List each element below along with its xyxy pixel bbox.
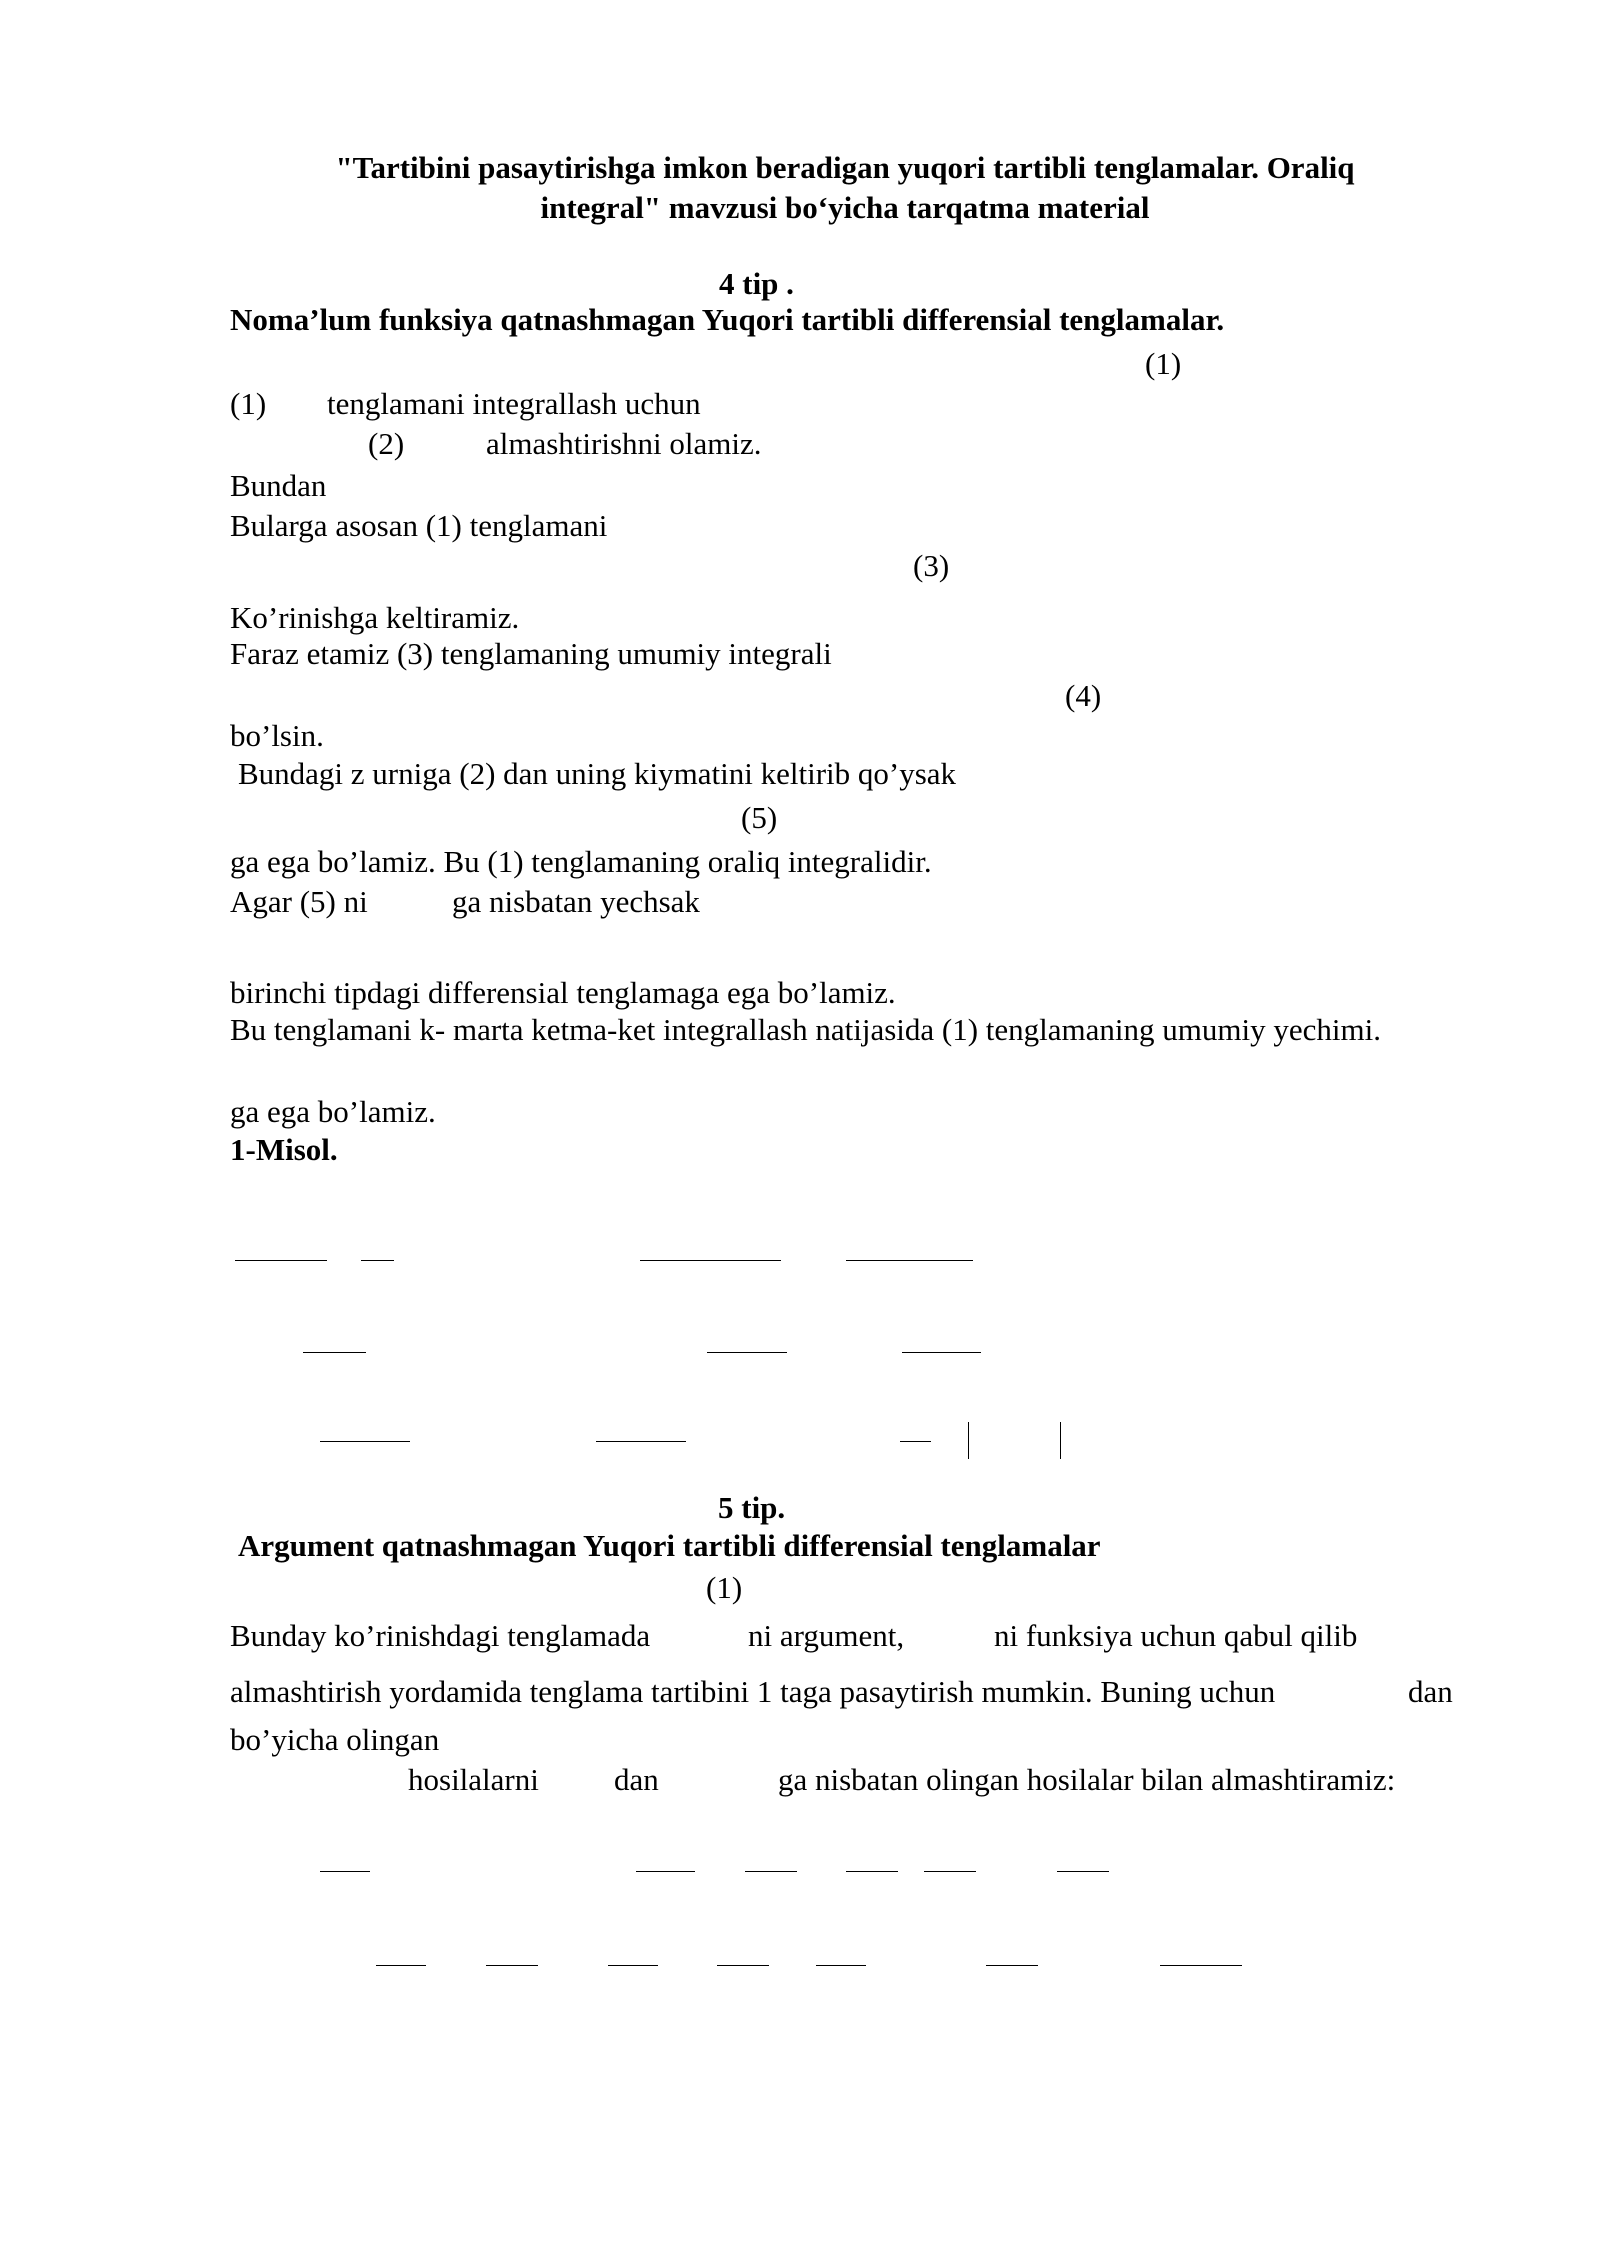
equation-label-4: (4) <box>1065 678 1102 713</box>
fraction-bar <box>900 1441 931 1442</box>
text-dan-2: dan <box>614 1762 659 1797</box>
fraction-bar <box>303 1352 366 1353</box>
text-agar: Agar (5) ni <box>230 884 368 919</box>
text-boyicha: bo’yicha olingan <box>230 1722 440 1757</box>
absolute-value-bar <box>968 1422 969 1459</box>
absolute-value-bar <box>1060 1422 1061 1459</box>
fraction-bar <box>745 1871 797 1872</box>
fraction-bar <box>640 1260 781 1261</box>
text-almashtirish: almashtirishni olamiz. <box>486 426 762 461</box>
text-argument: ni argument, <box>748 1618 905 1653</box>
text-ga-ega-1: ga ega bo’lamiz. Bu (1) tenglamaning oraliq integralidir. <box>230 844 932 879</box>
text-korinish: Ko’rinishga keltiramiz. <box>230 600 520 635</box>
section4-subtitle: Noma’lum funksiya qatnashmagan Yuqori tartibli differensial tenglamalar. <box>230 302 1225 337</box>
fraction-bar <box>636 1871 695 1872</box>
fraction-bar <box>1160 1965 1242 1966</box>
text-bundan: Bundan <box>230 468 327 503</box>
fraction-bar <box>608 1965 658 1966</box>
text-bularga: Bularga asosan (1) tenglamani <box>230 508 608 543</box>
title-line-1: "Tartibini pasaytirishga imkon beradigan yuqori tartibli tenglamalar. Oraliq <box>335 150 1355 185</box>
text-hosilalarni: hosilalarni <box>408 1762 539 1797</box>
title-line-2: integral" mavzusi bo‘yicha tarqatma material <box>540 190 1150 225</box>
fraction-bar <box>1057 1871 1109 1872</box>
fraction-bar <box>320 1441 410 1442</box>
equation-label-1: (1) <box>1145 346 1182 381</box>
ref-label-2: (2) <box>368 426 405 461</box>
fraction-bar <box>320 1871 370 1872</box>
equation-label-5: (5) <box>741 800 778 835</box>
text-ga-ega-2: ga ega bo’lamiz. <box>230 1094 436 1129</box>
text-birinchi: birinchi tipdagi differensial tenglamaga ega bo’lamiz. <box>230 975 896 1010</box>
section5-subtitle: Argument qatnashmagan Yuqori tartibli differensial tenglamalar <box>238 1528 1101 1563</box>
fraction-bar <box>902 1352 981 1353</box>
text-bundagi: Bundagi z urniga (2) dan uning kiymatini keltirib qo’ysak <box>238 756 957 791</box>
section5-heading: 5 tip. <box>718 1490 786 1525</box>
text-bu-tenglamani: Bu tenglamani k- marta ketma-ket integrallash natijasida (1) tenglamaning umumiy yechimi. <box>230 1012 1381 1047</box>
ref-label-1: (1) <box>230 386 267 421</box>
fraction-bar <box>986 1965 1038 1966</box>
fraction-bar <box>235 1260 327 1261</box>
text-funksiya: ni funksiya uchun qabul qilib <box>994 1618 1358 1653</box>
equation-label-1b: (1) <box>706 1570 743 1605</box>
fraction-bar <box>846 1871 898 1872</box>
fraction-bar <box>361 1260 394 1261</box>
text-dan: dan <box>1408 1674 1453 1709</box>
text-almashtirish-yordamida: almashtirish yordamida tenglama tartibini 1 taga pasaytirish mumkin. Buning uchun <box>230 1674 1276 1709</box>
section4-heading: 4 tip . <box>719 266 794 301</box>
fraction-bar <box>924 1871 976 1872</box>
text-nisbatan-olingan: ga nisbatan olingan hosilalar bilan almashtiramiz: <box>778 1762 1396 1797</box>
text-nisbatan: ga nisbatan yechsak <box>452 884 700 919</box>
text-bunday: Bunday ko’rinishdagi tenglamada <box>230 1618 651 1653</box>
fraction-bar <box>486 1965 538 1966</box>
fraction-bar <box>846 1260 973 1261</box>
fraction-bar <box>707 1352 787 1353</box>
equation-label-3: (3) <box>913 548 950 583</box>
fraction-bar <box>376 1965 426 1966</box>
fraction-bar <box>717 1965 769 1966</box>
text-bolsin: bo’lsin. <box>230 718 324 753</box>
fraction-bar <box>596 1441 686 1442</box>
text-faraz: Faraz etamiz (3) tenglamaning umumiy integrali <box>230 636 832 671</box>
text-integrallash: tenglamani integrallash uchun <box>327 386 701 421</box>
example-heading: 1-Misol. <box>230 1132 338 1167</box>
fraction-bar <box>816 1965 866 1966</box>
